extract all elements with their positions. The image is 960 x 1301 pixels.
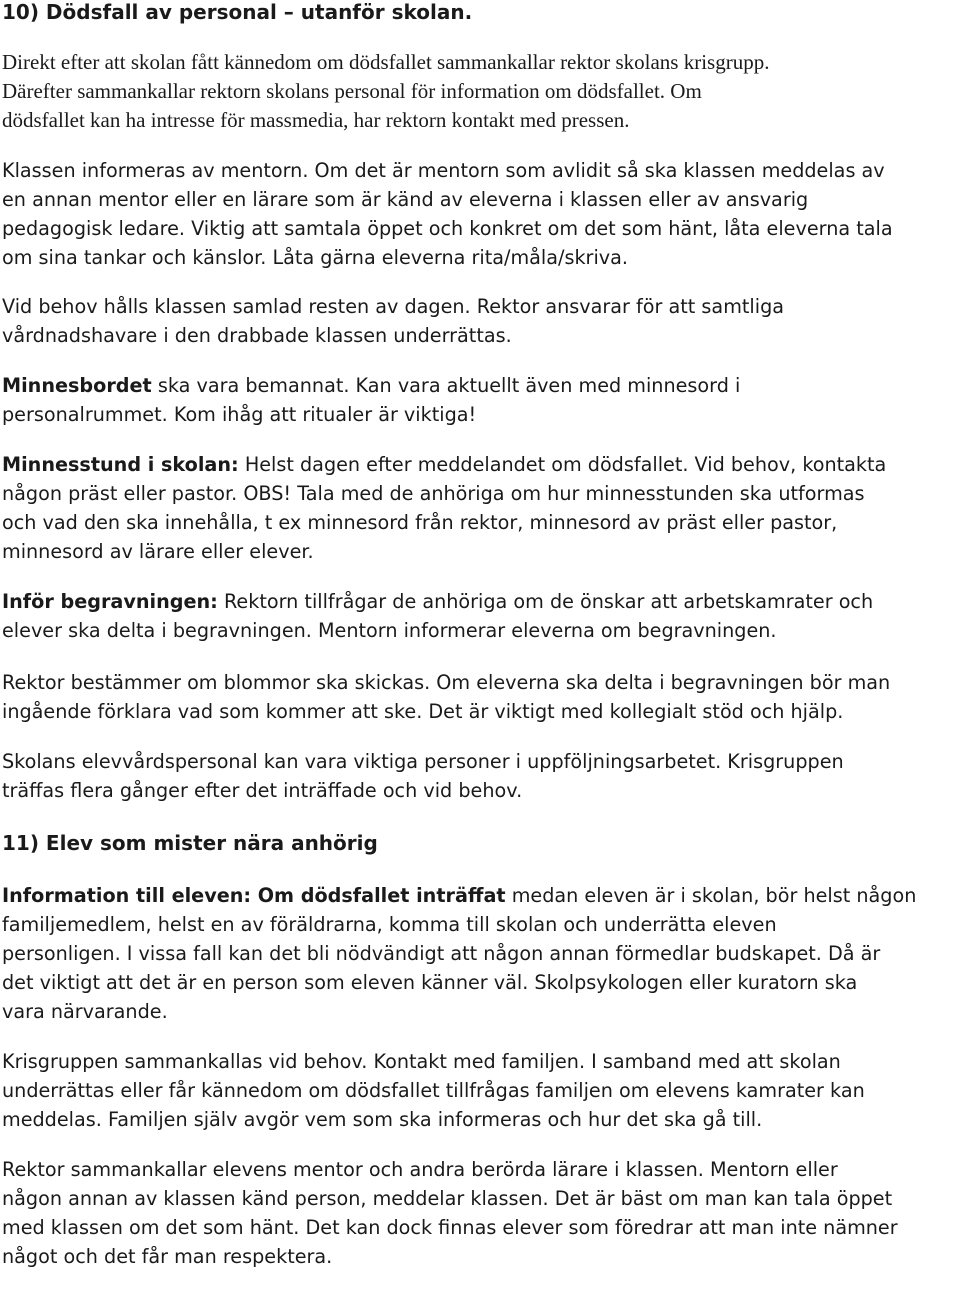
section-10-paragraph-5 [2, 450, 960, 566]
information-till-eleven-label: Information till eleven: Om dödsfallet inträffat [2, 884, 506, 907]
text-line: någon annan av klassen känd person, meddelar klassen. Det är bäst om man kan tala öppet [2, 1187, 893, 1210]
text-line: Därefter sammankallar rektorn skolans personal för information om dödsfallet. Om [2, 79, 702, 103]
text-line: ingående förklara vad som kommer att ske. Det är viktigt med kollegialt stöd och hjälp. [2, 700, 844, 723]
text-line: en annan mentor eller en lärare som är känd av eleverna i klassen eller av ansvarig [2, 188, 809, 211]
text-line: familjemedlem, helst en av föräldrarna, komma till skolan och underrätta eleven [2, 913, 777, 936]
text-span: medan eleven är i skolan, bör helst någon [505, 884, 917, 907]
text-line: personligen. I vissa fall kan det bli nödvändigt att någon annan förmedlar budskapet. Då är [2, 942, 881, 965]
text-line: Vid behov hålls klassen samlad resten av dagen. Rektor ansvarar för att samtliga [2, 295, 785, 318]
text-line: minnesord av lärare eller elever. [2, 540, 314, 563]
text-line: Rektor bestämmer om blommor ska skickas. Om eleverna ska delta i begravningen bör man [2, 671, 891, 694]
text-line: vara närvarande. [2, 1000, 168, 1023]
text-line: meddelas. Familjen själv avgör vem som ska informeras och hur det ska gå till. [2, 1108, 763, 1131]
text-line: träffas flera gånger efter det inträffade och vid behov. [2, 779, 523, 802]
section-10-paragraph-3 [2, 292, 960, 350]
text-line [2, 371, 960, 400]
section-11-heading: 11) Elev som mister nära anhörig [2, 831, 378, 855]
text-line: och vad den ska innehålla, t ex minnesord från rektor, minnesord av präst eller pastor, [2, 511, 838, 534]
text-line: om sina tankar och känslor. Låta gärna eleverna rita/måla/skriva. [2, 246, 628, 269]
section-11-paragraph-2 [2, 1047, 960, 1134]
text-line: Rektor sammankallar elevens mentor och andra berörda lärare i klassen. Mentorn eller [2, 1158, 838, 1181]
text-span: Helst dagen efter meddelandet om dödsfallet. Vid behov, kontakta [238, 453, 887, 476]
section-11-paragraph-3 [2, 1155, 960, 1271]
text-line: underrättas eller får kännedom om dödsfallet tillfrågas familjen om elevens kamrater kan [2, 1079, 865, 1102]
section-10-paragraph-8 [2, 747, 960, 805]
text-line [2, 450, 960, 479]
section-10-paragraph-1 [2, 48, 960, 135]
section-11-paragraph-1 [2, 881, 960, 1026]
minnesbordet-label: Minnesbordet [2, 374, 152, 397]
text-span: Rektorn tillfrågar de anhöriga om de önskar att arbetskamrater och [217, 590, 874, 613]
text-line: Skolans elevvårdspersonal kan vara viktiga personer i uppföljningsarbetet. Krisgruppen [2, 750, 844, 773]
text-line: personalrummet. Kom ihåg att ritualer är viktiga! [2, 403, 477, 426]
text-line: Direkt efter att skolan fått kännedom om dödsfallet sammankallar rektor skolans krisgrupp. [2, 50, 770, 74]
section-10-heading: 10) Dödsfall av personal – utanför skolan. [2, 0, 473, 24]
text-span: ska vara bemannat. Kan vara aktuellt även med minnesord i [151, 374, 741, 397]
section-10-paragraph-2 [2, 156, 960, 272]
text-line: det viktigt att det är en person som eleven känner väl. Skolpsykologen eller kuratorn ska [2, 971, 858, 994]
text-line: Krisgruppen sammankallas vid behov. Kontakt med familjen. I samband med att skolan [2, 1050, 841, 1073]
text-line [2, 881, 960, 910]
text-line: pedagogisk ledare. Viktig att samtala öppet och konkret om det som hänt, låta eleverna tala [2, 217, 893, 240]
section-10-paragraph-4 [2, 371, 960, 429]
text-line: någon präst eller pastor. OBS! Tala med de anhöriga om hur minnesstunden ska utformas [2, 482, 865, 505]
text-line: dödsfallet kan ha intresse för massmedia, har rektorn kontakt med pressen. [2, 108, 630, 132]
text-line: med klassen om det som hänt. Det kan dock finnas elever som föredrar att man inte nämner [2, 1216, 898, 1239]
text-line: Klassen informeras av mentorn. Om det är mentorn som avlidit så ska klassen meddelas av [2, 159, 885, 182]
section-10-paragraph-7 [2, 668, 960, 726]
section-10-paragraph-6 [2, 587, 960, 645]
minnesstund-label: Minnesstund i skolan: [2, 453, 239, 476]
text-line: något och det får man respektera. [2, 1245, 333, 1268]
text-line [2, 587, 960, 616]
text-line: vårdnadshavare i den drabbade klassen underrättas. [2, 324, 512, 347]
infor-begravningen-label: Inför begravningen: [2, 590, 218, 613]
text-line: elever ska delta i begravningen. Mentorn informerar eleverna om begravningen. [2, 619, 777, 642]
